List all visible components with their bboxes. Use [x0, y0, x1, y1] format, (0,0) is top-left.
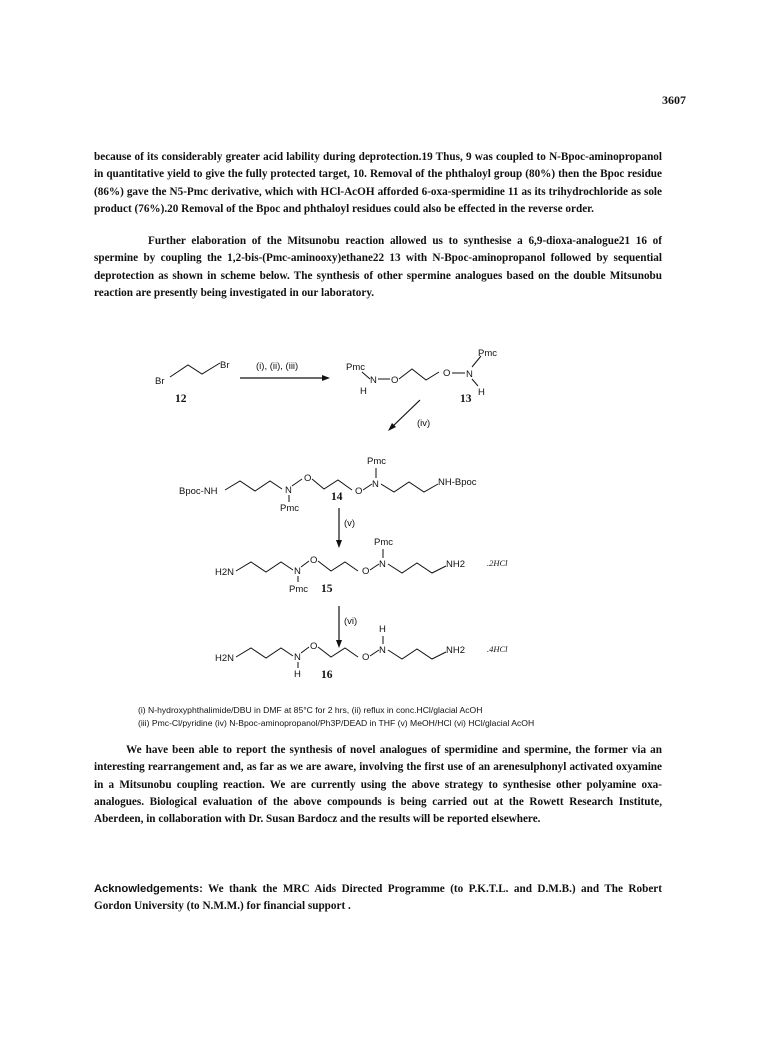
arrow-step-vi [336, 606, 357, 648]
compound-14 [179, 456, 477, 514]
svg-text:N: N [372, 479, 379, 490]
svg-text:Pmc: Pmc [374, 537, 393, 548]
svg-text:O: O [304, 473, 312, 484]
label-15: 15 [321, 583, 333, 595]
svg-text:H: H [294, 669, 301, 680]
svg-text:H: H [379, 624, 386, 635]
svg-text:H: H [478, 387, 485, 398]
svg-text:H2N: H2N [215, 653, 235, 664]
svg-text:Pmc: Pmc [367, 456, 386, 467]
svg-text:NH-Bpoc: NH-Bpoc [438, 477, 477, 488]
svg-text:N: N [294, 652, 301, 663]
svg-text:(iv): (iv) [417, 418, 431, 429]
svg-text:.2HCl: .2HCl [487, 558, 508, 568]
svg-text:NH2: NH2 [446, 645, 466, 656]
acknowledgements-heading: Acknowledgements: [94, 883, 203, 895]
scheme-caption-line-1: (i) N-hydroxyphthalimide/DBU in DMF at 85°C for 2 hrs, (ii) reflux in conc.HCl/glacial AcOH [138, 705, 483, 715]
scheme-caption-line-2: (iii) Pmc-Cl/pyridine (iv) N-Bpoc-aminopropanol/Ph3P/DEAD in THF (v) MeOH/HCl (vi) HCl/glacial AcOH [138, 718, 535, 728]
arrow-step-v [336, 508, 355, 548]
br-label-left: Br [155, 376, 165, 387]
svg-text:Pmc: Pmc [346, 362, 365, 373]
br-label-right: Br [220, 360, 230, 371]
svg-text:Bpoc-NH: Bpoc-NH [179, 486, 218, 497]
svg-text:N: N [370, 375, 377, 386]
label-12: 12 [175, 393, 187, 405]
svg-text:Pmc: Pmc [478, 348, 497, 359]
compound-16 [215, 624, 508, 681]
svg-text:N: N [379, 559, 386, 570]
label-13: 13 [460, 393, 472, 405]
label-14: 14 [331, 491, 343, 503]
svg-text:NH2: NH2 [446, 559, 466, 570]
paragraph-2: Further elaboration of the Mitsunobu reaction allowed us to synthesise a 6,9-dioxa-analogue21 16 of spermine by coupling the 1,2-bis-(Pmc-aminooxy)ethane22 13 with N-Bpoc-aminopropanol followed by sequential deprotection as shown in scheme below. The synthesis of other spermine analogues based on the double Mitsunobu reaction are presently being investigated in our laboratory. [94, 235, 662, 299]
svg-text:Pmc: Pmc [289, 584, 308, 595]
compound-15 [215, 537, 508, 595]
arrow-step-1 [240, 361, 330, 381]
paragraph-3: We have been able to report the synthesis of novel analogues of spermidine and spermine, the former via an interesting rearrangement and, as far as we are aware, involving the first use of an arenesulphonyl activated oxyamine in a Mitsunobu coupling reaction. We are currently using the above strategy to synthesise other polyamine oxa-analogues. Biological evaluation of the above compounds is being carried out at the Rowett Research Institute, Aberdeen, in collaboration with Dr. Susan Bardocz and the results will be reported elsewhere. [94, 744, 662, 826]
svg-text:N: N [294, 566, 301, 577]
paragraph-1: because of its considerably greater acid lability during deprotection.19 Thus, 9 was coupled to N-Bpoc-aminopropanol in quantitative yield to give the fully protected target, 10. Removal of the phthaloyl group (80%) then the Bpoc residue (86%) gave the N5-Pmc derivative, which with HCl-AcOH afforded 6-oxa-spermidine 11 as its trihydrochloride as sole product (76%).20 Removal of the Bpoc and phthaloyl residues could also be effected in the reverse order. [94, 151, 662, 215]
svg-text:O: O [362, 566, 370, 577]
svg-text:N: N [466, 369, 473, 380]
svg-text:Pmc: Pmc [280, 503, 299, 514]
page-number: 3607 [662, 93, 686, 107]
svg-text:H2N: H2N [215, 567, 235, 578]
svg-text:O: O [362, 652, 370, 663]
svg-text:N: N [285, 485, 292, 496]
svg-text:O: O [310, 555, 318, 566]
label-16: 16 [321, 669, 333, 681]
svg-text:O: O [443, 368, 451, 379]
svg-text:(vi): (vi) [344, 616, 358, 627]
svg-text:(v): (v) [344, 518, 356, 529]
acknowledgements [94, 881, 662, 916]
compound-12 [155, 360, 230, 405]
svg-text:O: O [355, 486, 363, 497]
svg-text:N: N [379, 645, 386, 656]
svg-text:O: O [391, 375, 399, 386]
arrow-step-iv [388, 400, 430, 431]
compound-13 [346, 348, 497, 405]
svg-text:.4HCl: .4HCl [487, 644, 508, 654]
svg-text:O: O [310, 641, 318, 652]
svg-text:H: H [360, 386, 367, 397]
acknowledgements-text: We thank the MRC Aids Directed Programme (to P.K.T.L. and D.M.B.) and The Robert Gordon University (to N.M.M.) for financial support . [94, 883, 662, 913]
reagents-i-ii-iii: (i), (ii), (iii) [256, 361, 299, 372]
